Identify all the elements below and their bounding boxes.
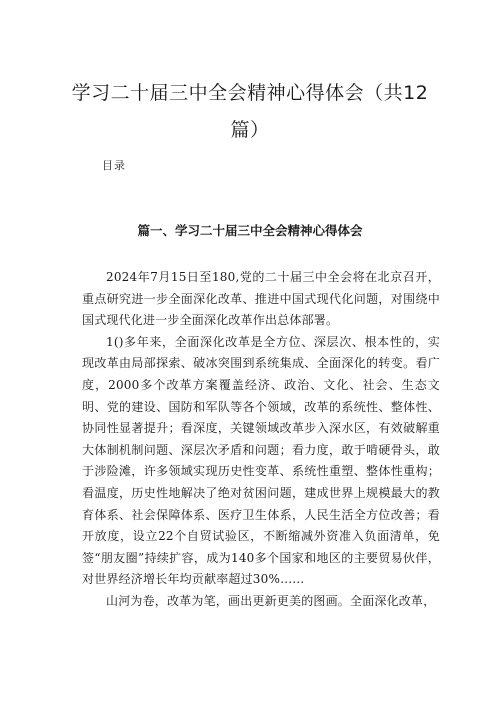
document-title-line-2: 篇）: [230, 119, 270, 141]
document-title-line-1: 学习二十届三中全会精神心得体会（共12: [71, 82, 429, 104]
section-heading: 篇一、学习二十届三中全会精神心得体会: [137, 223, 363, 239]
body-text: [82, 267, 440, 613]
table-of-contents-label: 目录: [102, 159, 126, 172]
paragraph-2: 1()多年来，全面深化改革是全方位、深层次、根本性的，实现改革由局部探索、破冰突围到系统集成、全面深化的转变。看广度，2000多个改革方案覆盖经济、政治、文化、社会、生态文明、党的建设、国防和军队等各个领域，改革的系统性、整体性、协同性显著提升；看深度，关键领域改革步入深水区，有效破解重大体制机制问题、深层次矛盾和问题；看力度，敢于啃硬骨头，敢于涉险滩，许多领域实现历史性变革、系统性重塑、整体性重构；看温度，历史性地解决了绝对贫困问题，建成世界上规模最大的教育体系、社会保障体系、医疗卫生体系，人民生活全方位改善；看开放度，设立22个自贸试验区，不断缩减外资准入负面清单，免签“朋友圈”持续扩容，成为140多个国家和地区的主要贸易伙伴，对世界经济增长年均贡献率超过30%……: [82, 334, 440, 587]
paragraph-3: 山河为卷，改革为笔，画出更新更美的图画。全面深化改革，: [106, 593, 436, 608]
paragraph-1: 2024年7月15日至180,党的二十届三中全会将在北京召开，重点研究进一步全面深化改革、推进中国式现代化问题，对围绕中国式现代化进一步全面深化改革作出总体部署。: [82, 270, 440, 328]
